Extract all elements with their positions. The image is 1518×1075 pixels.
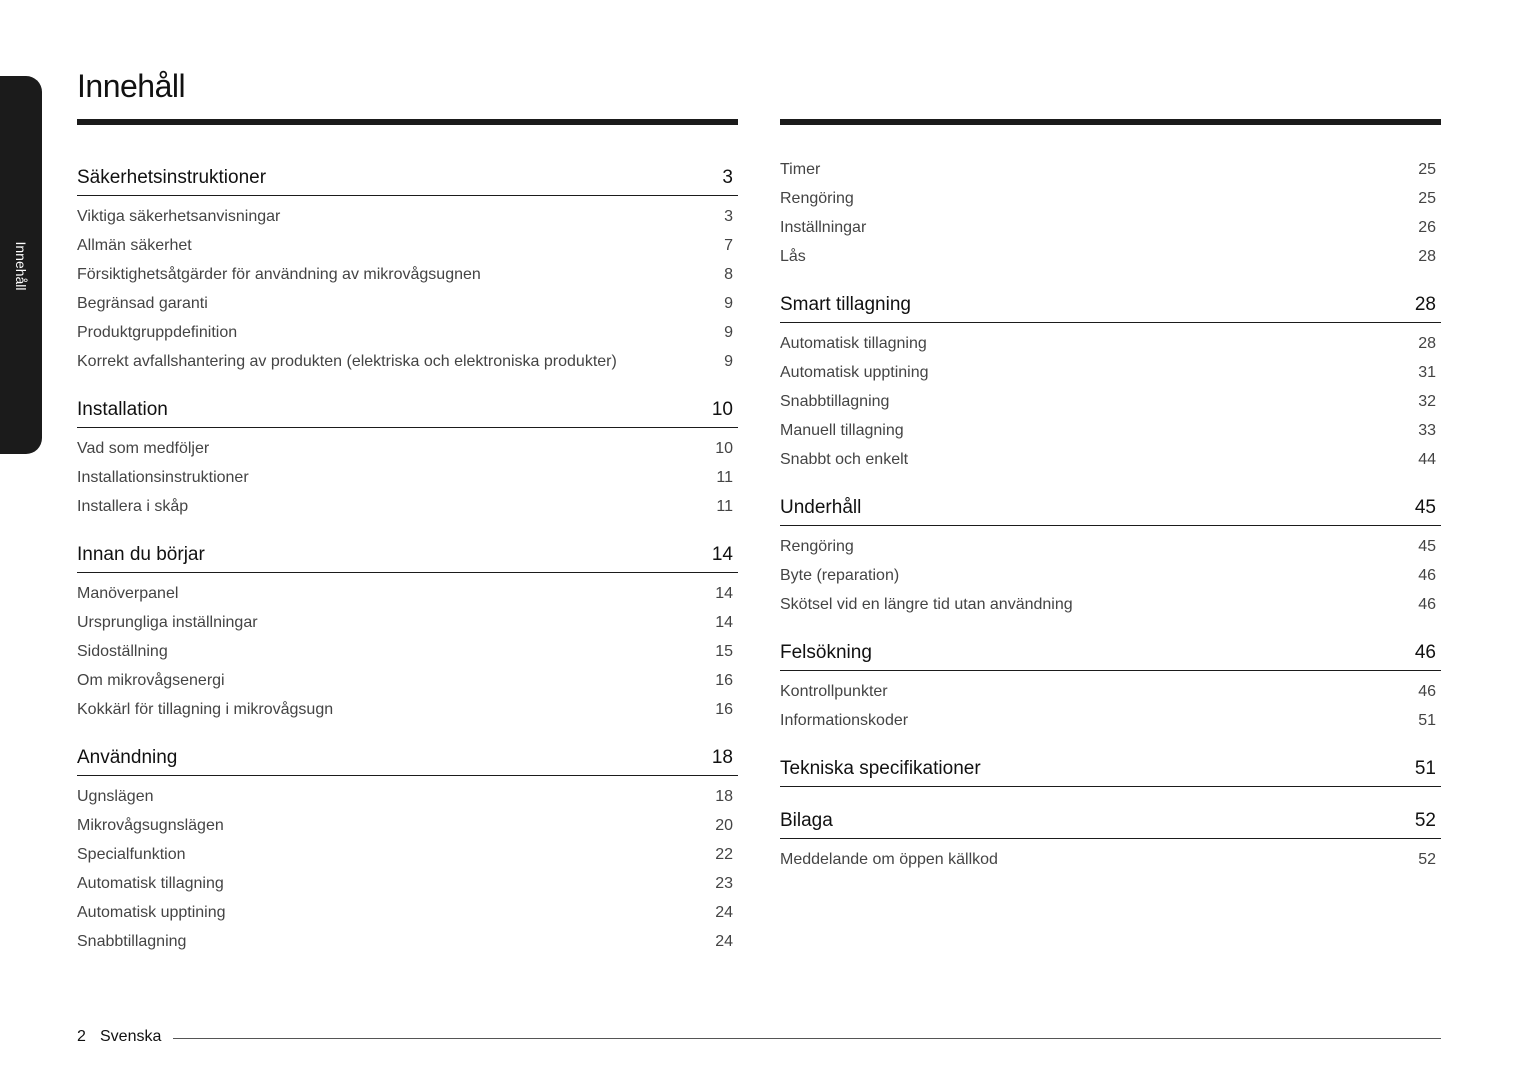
entry-title: Lås xyxy=(780,247,806,265)
entry-title: Automatisk tillagning xyxy=(780,334,927,352)
toc-entry[interactable] xyxy=(780,155,1441,184)
entry-title: Inställningar xyxy=(780,218,867,236)
entry-page: 46 xyxy=(1418,682,1436,700)
entry-page: 20 xyxy=(715,816,733,834)
toc-left-column xyxy=(77,156,738,968)
entry-title: Byte (reparation) xyxy=(780,566,900,584)
entry-title: Manöverpanel xyxy=(77,584,179,602)
entry-page: 32 xyxy=(1418,392,1436,410)
entry-page: 16 xyxy=(715,671,733,689)
entry-title: Installationsinstruktioner xyxy=(77,468,249,486)
section-page: 10 xyxy=(711,399,733,420)
entry-title: Sidoställning xyxy=(77,642,168,660)
toc-entry[interactable] xyxy=(780,329,1441,358)
toc-entry[interactable] xyxy=(77,927,738,956)
entry-title: Viktiga säkerhetsanvisningar xyxy=(77,207,281,225)
entry-title: Meddelande om öppen källkod xyxy=(780,850,998,868)
toc-entry[interactable] xyxy=(77,260,738,289)
toc-entry[interactable] xyxy=(780,532,1441,561)
toc-section xyxy=(780,631,1441,735)
toc-entry[interactable] xyxy=(780,387,1441,416)
section-page: 51 xyxy=(1414,758,1436,779)
entry-page: 3 xyxy=(724,207,733,225)
entry-page: 24 xyxy=(715,903,733,921)
entry-page: 22 xyxy=(715,845,733,863)
toc-entry[interactable] xyxy=(780,416,1441,445)
toc-entry[interactable] xyxy=(77,347,738,376)
toc-entry[interactable] xyxy=(77,811,738,840)
section-title: Felsökning xyxy=(780,642,872,663)
entry-page: 10 xyxy=(715,439,733,457)
entry-page: 9 xyxy=(724,323,733,341)
entry-page: 52 xyxy=(1418,850,1436,868)
entry-page: 28 xyxy=(1418,247,1436,265)
toc-entry[interactable] xyxy=(780,213,1441,242)
entry-page: 45 xyxy=(1418,537,1436,555)
toc-entry[interactable] xyxy=(780,445,1441,474)
toc-section xyxy=(780,155,1441,271)
entry-page: 14 xyxy=(715,584,733,602)
toc-item-list xyxy=(77,196,738,376)
entry-title: Timer xyxy=(780,160,821,178)
toc-item-list xyxy=(780,839,1441,874)
entry-title: Korrekt avfallshantering av produkten (elektriska och elektroniska produkter) xyxy=(77,352,617,370)
section-title: Installation xyxy=(77,399,168,420)
entry-title: Kokkärl för tillagning i mikrovågsugn xyxy=(77,700,334,718)
toc-item-list xyxy=(780,323,1441,474)
toc-section xyxy=(780,799,1441,874)
entry-title: Automatisk upptining xyxy=(780,363,929,381)
toc-entry[interactable] xyxy=(780,561,1441,590)
entry-title: Mikrovågsugnslägen xyxy=(77,816,224,834)
toc-section-heading[interactable] xyxy=(780,486,1441,526)
section-title: Tekniska specifikationer xyxy=(780,758,981,779)
entry-title: Försiktighetsåtgärder för användning av mikrovågsugnen xyxy=(77,265,481,283)
entry-page: 46 xyxy=(1418,595,1436,613)
toc-item-list xyxy=(780,155,1441,271)
toc-entry[interactable] xyxy=(77,637,738,666)
toc-section xyxy=(780,747,1441,787)
entry-title: Skötsel vid en längre tid utan användning xyxy=(780,595,1073,613)
entry-page: 15 xyxy=(715,642,733,660)
toc-entry[interactable] xyxy=(77,666,738,695)
entry-page: 11 xyxy=(716,497,733,515)
toc-section xyxy=(77,533,738,724)
section-page: 28 xyxy=(1414,294,1436,315)
entry-title: Rengöring xyxy=(780,537,854,555)
toc-entry[interactable] xyxy=(77,695,738,724)
section-page: 3 xyxy=(722,167,733,188)
entry-page: 28 xyxy=(1418,334,1436,352)
entry-page: 24 xyxy=(715,932,733,950)
toc-section-heading[interactable] xyxy=(77,156,738,196)
entry-title: Snabbtillagning xyxy=(780,392,890,410)
entry-page: 46 xyxy=(1418,566,1436,584)
section-page: 45 xyxy=(1414,497,1436,518)
toc-section-heading[interactable] xyxy=(780,747,1441,787)
entry-title: Begränsad garanti xyxy=(77,294,208,312)
toc-entry[interactable] xyxy=(77,492,738,521)
section-page: 14 xyxy=(711,544,733,565)
entry-title: Ugnslägen xyxy=(77,787,154,805)
entry-page: 31 xyxy=(1418,363,1436,381)
toc-entry[interactable] xyxy=(77,898,738,927)
entry-page: 11 xyxy=(716,468,733,486)
entry-page: 9 xyxy=(724,352,733,370)
entry-title: Informationskoder xyxy=(780,711,909,729)
entry-page: 51 xyxy=(1418,711,1436,729)
toc-entry[interactable] xyxy=(77,608,738,637)
toc-entry[interactable] xyxy=(780,184,1441,213)
entry-page: 25 xyxy=(1418,189,1436,207)
entry-title: Om mikrovågsenergi xyxy=(77,671,225,689)
toc-section xyxy=(780,283,1441,474)
entry-title: Ursprungliga inställningar xyxy=(77,613,258,631)
entry-page: 9 xyxy=(724,294,733,312)
toc-section xyxy=(77,156,738,376)
entry-page: 33 xyxy=(1418,421,1436,439)
toc-entry[interactable] xyxy=(77,463,738,492)
toc-item-list xyxy=(780,526,1441,619)
entry-title: Automatisk upptining xyxy=(77,903,226,921)
footer-page-number: 2 xyxy=(77,1028,86,1045)
toc-entry[interactable] xyxy=(77,782,738,811)
entry-page: 44 xyxy=(1418,450,1436,468)
toc-entry[interactable] xyxy=(77,869,738,898)
toc-section-heading[interactable] xyxy=(77,533,738,573)
entry-title: Snabbtillagning xyxy=(77,932,187,950)
section-title: Smart tillagning xyxy=(780,294,911,315)
section-title: Innan du börjar xyxy=(77,544,205,565)
toc-entry[interactable] xyxy=(77,840,738,869)
section-page: 18 xyxy=(711,747,733,768)
entry-title: Specialfunktion xyxy=(77,845,186,863)
footer-language: Svenska xyxy=(100,1028,162,1045)
entry-page: 8 xyxy=(724,265,733,283)
entry-title: Manuell tillagning xyxy=(780,421,904,439)
entry-page: 14 xyxy=(715,613,733,631)
entry-title: Allmän säkerhet xyxy=(77,236,192,254)
section-title: Användning xyxy=(77,747,178,768)
toc-item-list xyxy=(77,776,738,956)
toc-entry[interactable] xyxy=(780,242,1441,271)
section-page: 46 xyxy=(1414,642,1436,663)
toc-entry[interactable] xyxy=(77,579,738,608)
toc-section-heading[interactable] xyxy=(780,283,1441,323)
toc-entry[interactable] xyxy=(780,706,1441,735)
footer-rule xyxy=(173,1038,1441,1039)
toc-entry[interactable] xyxy=(77,434,738,463)
entry-page: 7 xyxy=(724,236,733,254)
toc-entry[interactable] xyxy=(77,231,738,260)
right-heading-bar xyxy=(780,119,1441,125)
entry-title: Produktgruppdefinition xyxy=(77,323,238,341)
entry-title: Installera i skåp xyxy=(77,497,189,515)
toc-section-heading[interactable] xyxy=(780,631,1441,671)
toc-entry[interactable] xyxy=(780,590,1441,619)
entry-page: 18 xyxy=(715,787,733,805)
entry-title: Kontrollpunkter xyxy=(780,682,888,700)
toc-entry[interactable] xyxy=(780,845,1441,874)
toc-item-list xyxy=(780,671,1441,735)
section-title: Underhåll xyxy=(780,497,862,518)
toc-entry[interactable] xyxy=(77,318,738,347)
toc-item-list xyxy=(77,573,738,724)
page-title: Innehåll xyxy=(77,68,186,104)
section-title: Säkerhetsinstruktioner xyxy=(77,167,267,188)
toc-entry[interactable] xyxy=(780,677,1441,706)
toc-right-column xyxy=(780,155,1441,886)
toc-section xyxy=(77,388,738,521)
entry-title: Rengöring xyxy=(780,189,854,207)
section-page: 52 xyxy=(1414,810,1436,831)
toc-section xyxy=(780,486,1441,619)
toc-section-heading[interactable] xyxy=(780,799,1441,839)
toc-entry[interactable] xyxy=(77,289,738,318)
toc-item-list xyxy=(77,428,738,521)
toc-entry[interactable] xyxy=(77,202,738,231)
entry-page: 23 xyxy=(715,874,733,892)
entry-page: 16 xyxy=(715,700,733,718)
entry-page: 25 xyxy=(1418,160,1436,178)
side-tab-label: Innehåll xyxy=(13,241,29,291)
entry-title: Vad som medföljer xyxy=(77,439,210,457)
toc-section-heading[interactable] xyxy=(77,736,738,776)
toc-entry[interactable] xyxy=(780,358,1441,387)
entry-page: 26 xyxy=(1418,218,1436,236)
toc-section xyxy=(77,736,738,956)
entry-title: Automatisk tillagning xyxy=(77,874,224,892)
toc-section-heading[interactable] xyxy=(77,388,738,428)
left-heading-bar xyxy=(77,119,738,125)
entry-title: Snabbt och enkelt xyxy=(780,450,909,468)
section-title: Bilaga xyxy=(780,810,833,831)
